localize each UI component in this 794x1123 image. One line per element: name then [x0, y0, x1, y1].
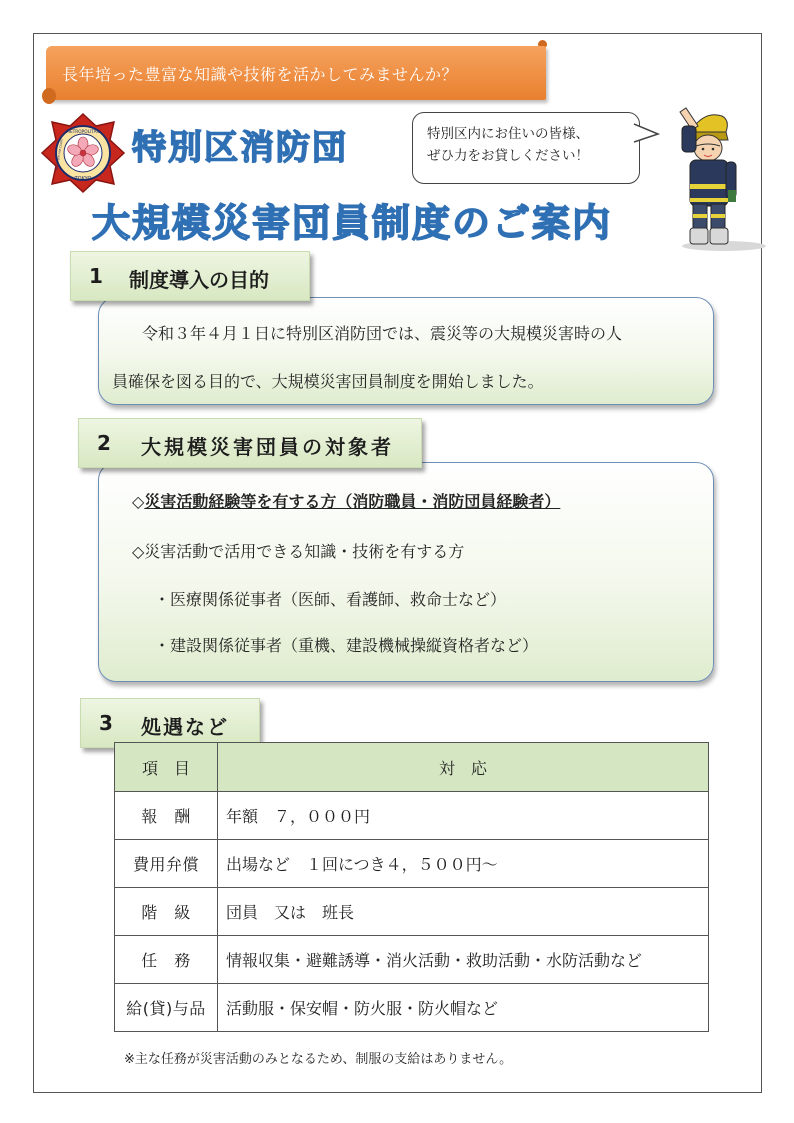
target-subitem-construction: ・建設関係従事者（重機、建設機械操縦資格者など） [154, 636, 539, 655]
row-label: 階 級 [115, 888, 218, 936]
section2-number: 2 [97, 431, 111, 455]
row-value: 情報収集・避難誘導・消火活動・救助活動・水防活動など [218, 936, 709, 984]
target-item-2: ◇災害活動で活用できる知識・技術を有する方 [132, 542, 465, 561]
row-value: 出場など １回につき４，５００円～ [218, 840, 709, 888]
section3-header [80, 698, 260, 748]
section2-heading: 大規模災害団員の対象者 [141, 435, 394, 459]
speech-bubble [412, 112, 640, 184]
org-name: 特別区消防団 [132, 128, 348, 168]
table-row [115, 936, 709, 984]
section3-number: 3 [99, 711, 113, 735]
row-label: 給(貸)与品 [115, 984, 218, 1032]
target-item-1 [132, 489, 560, 512]
speech-tail-icon [632, 120, 660, 150]
row-label: 報 酬 [115, 792, 218, 840]
row-value: 団員 又は 班長 [218, 888, 709, 936]
col-header-response: 対 応 [218, 743, 709, 792]
emblem-side-text: VOLUNTEER FIRE CORPS [55, 138, 64, 171]
ribbon-curl [42, 88, 56, 104]
banner-text: 長年培った豊富な知識や技術を活かしてみませんか？ [62, 65, 459, 84]
row-value: 年額 ７，０００円 [218, 792, 709, 840]
section3-heading: 処遇など [141, 715, 229, 739]
table-row [115, 984, 709, 1032]
section1-number: 1 [89, 264, 103, 288]
speech-line-1: 特別区内にお住いの皆様、 [427, 126, 589, 142]
row-value: 活動服・保安帽・防火服・防火帽など [218, 984, 709, 1032]
target-subitem-medical: ・医療関係従事者（医師、看護師、救命士など） [154, 590, 507, 609]
footnote: ※主な任務が災害活動のみとなるため、制服の支給はありません。 [124, 1052, 513, 1067]
col-header-item: 項 目 [115, 743, 218, 792]
target-item-1-text: 災害活動経験等を有する方（消防職員・消防団員経験者） [144, 492, 561, 511]
section1-header [70, 251, 310, 301]
firefighter-mascot-icon [660, 102, 770, 254]
section2-header [78, 418, 422, 468]
benefits-table [114, 742, 709, 1032]
fire-corps-emblem [38, 112, 128, 194]
emblem-bottom-text: TOKYO [74, 176, 92, 182]
table-row [115, 888, 709, 936]
target-item-1-mark: ◇ [132, 492, 145, 511]
page-title: 大規模災害団員制度のご案内 [92, 201, 613, 245]
table-header-row [115, 743, 709, 792]
row-label: 任 務 [115, 936, 218, 984]
row-label: 費用弁償 [115, 840, 218, 888]
speech-line-2: ぜひ力をお貸しください！ [427, 148, 589, 164]
banner-ribbon [46, 46, 546, 100]
section1-line-2: 員確保を図る目的で、大規模災害団員制度を開始しました。 [112, 372, 544, 391]
section1-heading: 制度導入の目的 [129, 268, 269, 292]
section1-line-1: 令和３年４月１日に特別区消防団では、震災等の大規模災害時の人 [142, 324, 623, 343]
table-row [115, 840, 709, 888]
table-row [115, 792, 709, 840]
emblem-top-text: METROPOLITAN [66, 130, 100, 135]
